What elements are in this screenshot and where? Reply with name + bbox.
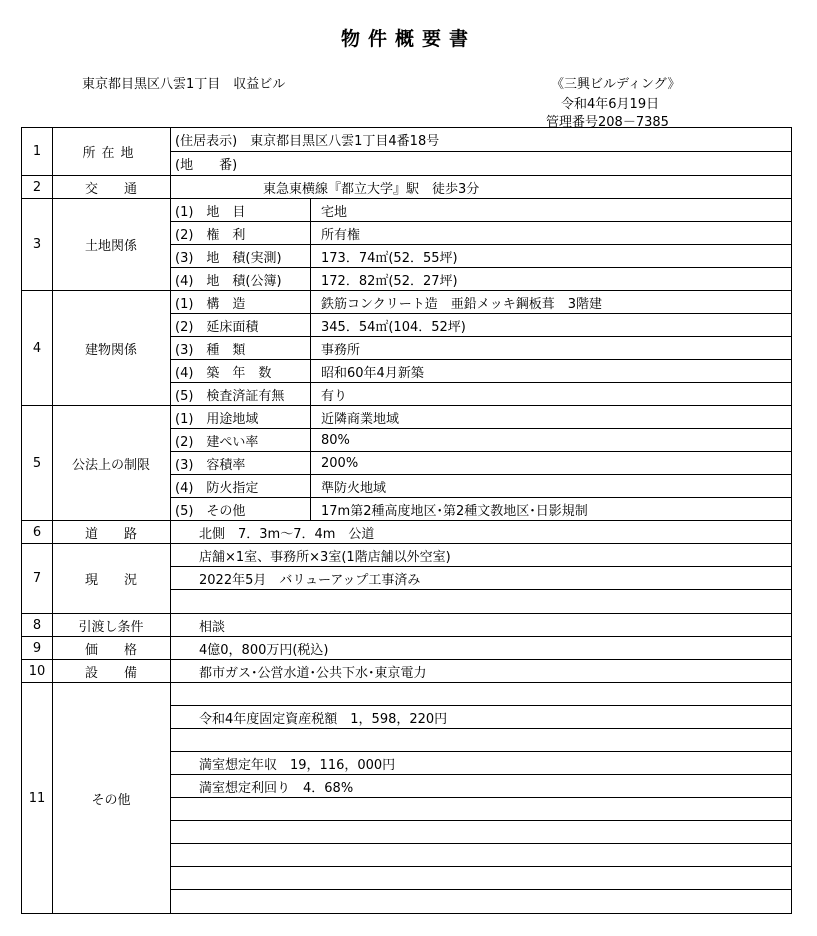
- row-category: その他: [52, 683, 171, 913]
- table-row-current-status: [22, 544, 791, 614]
- table-row-price: [22, 637, 791, 660]
- handover-value: 相談: [199, 619, 226, 635]
- land-item-value: 所有権: [321, 227, 361, 243]
- row-number: 5: [22, 406, 53, 520]
- building-item-label: (5) 検査済証有無: [171, 383, 311, 405]
- table-row-handover: [22, 614, 791, 637]
- building-item-value: 有り: [321, 388, 348, 404]
- table-row-other: [22, 683, 791, 913]
- building-item-label: (1) 構 造: [171, 291, 311, 313]
- row-number: 6: [22, 521, 53, 543]
- table-row-road: [22, 521, 791, 544]
- row-number: 9: [22, 637, 53, 659]
- land-item-label: (4) 地 積(公簿): [171, 268, 311, 290]
- address-display: (住居表示) 東京都目黒区八雲1丁目4番18号: [175, 134, 440, 149]
- price-value: 4億0，800万円(税込): [199, 642, 329, 658]
- table-row-transport: [22, 176, 791, 199]
- facilities-value: 都市ガス･公営水道･公共下水･東京電力: [199, 665, 427, 681]
- land-item-value: 173．74㎡(52．55坪): [321, 250, 458, 266]
- management-number: 管理番号208－7385: [546, 115, 669, 130]
- row-number: 2: [22, 176, 53, 198]
- other-line: 満室想定利回り 4．68%: [199, 780, 354, 796]
- row-category: 価 格: [52, 637, 171, 659]
- company-name: 《三興ビルディング》: [551, 77, 681, 92]
- restriction-item-value: 17m第2種高度地区･第2種文教地区･日影規制: [321, 503, 588, 519]
- land-item-value: 172．82㎡(52．27坪): [321, 273, 458, 289]
- row-number: 3: [22, 199, 53, 290]
- table-row-location: [22, 128, 791, 176]
- address-lot: (地 番): [175, 158, 238, 173]
- restriction-item-value: 200%: [321, 455, 359, 471]
- restriction-item-value: 80%: [321, 432, 350, 448]
- row-number: 8: [22, 614, 53, 636]
- row-category: 交 通: [52, 176, 171, 198]
- restriction-item-label: (5) その他: [171, 498, 311, 520]
- land-item-label: (1) 地 目: [171, 199, 311, 221]
- status-line: 店舗×1室、事務所×3室(1階店舗以外空室): [199, 549, 451, 565]
- road-value: 北側 7．3m～7．4m 公道: [199, 526, 375, 542]
- row-number: 4: [22, 291, 53, 405]
- row-category: 所在地: [52, 128, 171, 175]
- row-category: 土地関係: [52, 199, 171, 290]
- row-category: 現 況: [52, 544, 171, 613]
- row-category: 引渡し条件: [52, 614, 171, 636]
- other-line: 満室想定年収 19，116，000円: [199, 757, 396, 773]
- row-category: 公法上の制限: [52, 406, 171, 520]
- restriction-item-label: (2) 建ぺい率: [171, 429, 311, 451]
- land-item-label: (2) 権 利: [171, 222, 311, 244]
- transport-value: 東急東横線『都立大学』駅 徒歩3分: [263, 181, 480, 197]
- row-number: 11: [22, 683, 53, 913]
- land-item-value: 宅地: [321, 204, 348, 220]
- document-title: 物件概要書: [340, 28, 476, 50]
- row-number: 1: [22, 128, 53, 175]
- table-row-facilities: [22, 660, 791, 683]
- land-item-label: (3) 地 積(実測): [171, 245, 311, 267]
- restriction-item-label: (4) 防火指定: [171, 475, 311, 497]
- status-line: 2022年5月 バリューアップ工事済み: [199, 572, 421, 588]
- overview-table: [21, 127, 792, 914]
- row-category: 道 路: [52, 521, 171, 543]
- document-date: 令和4年6月19日: [561, 97, 660, 112]
- building-item-value: 345．54㎡(104．52坪): [321, 319, 466, 335]
- building-item-value: 昭和60年4月新築: [321, 365, 424, 381]
- restriction-item-label: (3) 容積率: [171, 452, 311, 474]
- row-category: 設 備: [52, 660, 171, 682]
- property-name: 東京都目黒区八雲1丁目 収益ビル: [82, 77, 286, 92]
- row-category: 建物関係: [52, 291, 171, 405]
- restriction-item-label: (1) 用途地域: [171, 406, 311, 428]
- row-number: 10: [22, 660, 53, 682]
- building-item-value: 鉄筋コンクリート造 亜鉛メッキ鋼板葺 3階建: [321, 296, 603, 312]
- row-number: 7: [22, 544, 53, 613]
- building-item-label: (4) 築 年 数: [171, 360, 311, 382]
- table-row-legal-restrictions: [22, 406, 791, 521]
- table-row-building: [22, 291, 791, 406]
- building-item-label: (3) 種 類: [171, 337, 311, 359]
- restriction-item-value: 近隣商業地域: [321, 411, 400, 427]
- building-item-value: 事務所: [321, 342, 361, 358]
- other-line: 令和4年度固定資産税額 1，598，220円: [199, 711, 448, 727]
- restriction-item-value: 準防火地域: [321, 480, 387, 496]
- table-row-land: [22, 199, 791, 291]
- building-item-label: (2) 延床面積: [171, 314, 311, 336]
